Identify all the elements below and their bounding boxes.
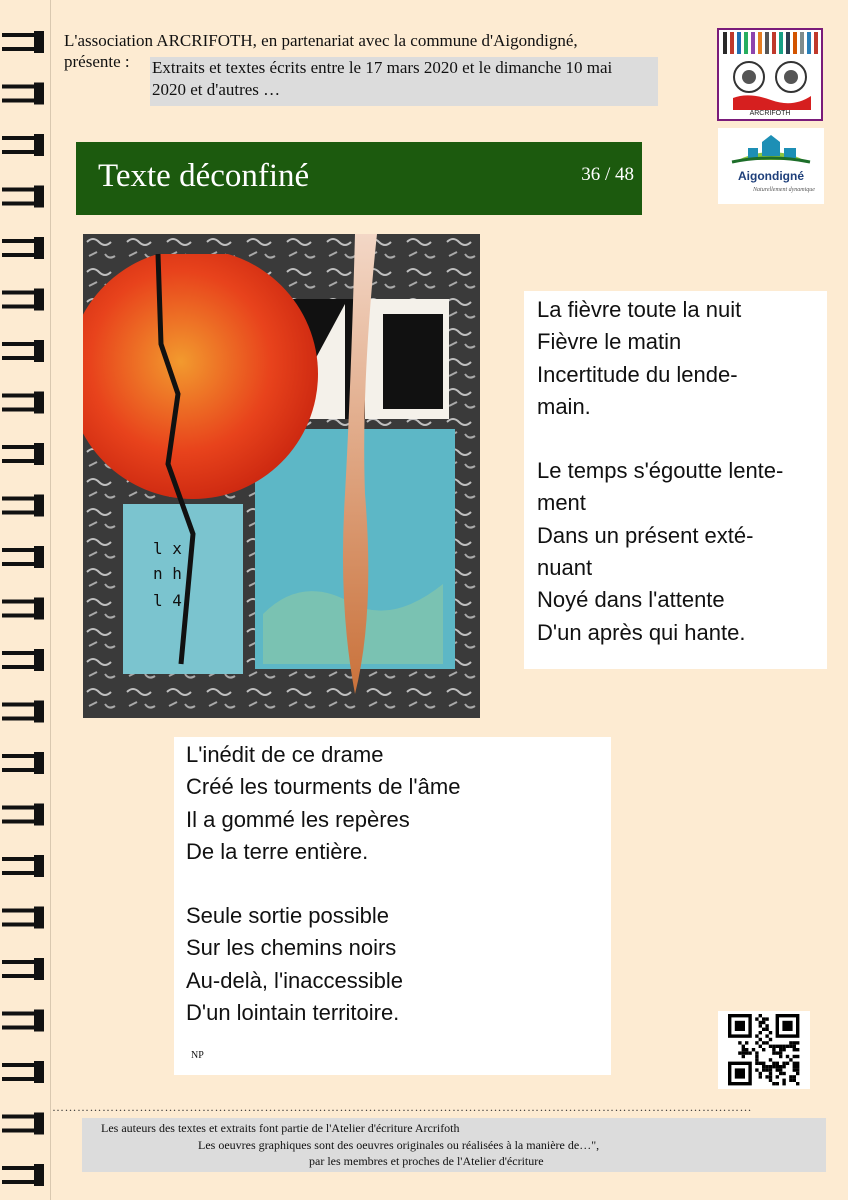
title-band bbox=[76, 142, 642, 215]
poem-line: Seule sortie possible bbox=[186, 903, 390, 929]
spiral-ring-icon bbox=[2, 1164, 44, 1186]
poem-line: ment bbox=[537, 490, 586, 516]
spiral-ring-icon bbox=[2, 649, 44, 671]
spiral-ring-icon bbox=[2, 804, 44, 826]
footer-line-1: Les auteurs des textes et extraits font partie de l'Atelier d'écriture Arcrifoth bbox=[101, 1121, 460, 1135]
poem-line: Sur les chemins noirs bbox=[186, 935, 397, 961]
qr-code[interactable] bbox=[718, 1011, 810, 1089]
poem-line: Dans un présent exté- bbox=[537, 522, 754, 548]
spiral-ring-icon bbox=[2, 855, 44, 877]
arcrifoth-logo-text: ARCRIFOTH bbox=[749, 110, 791, 117]
poem-line: De la terre entière. bbox=[186, 838, 369, 864]
presente-label: présente : bbox=[64, 52, 130, 71]
poem-line: D'un après qui hante. bbox=[537, 619, 746, 645]
spiral-ring-icon bbox=[2, 958, 44, 980]
subtitle-line-1: Extraits et textes écrits entre le 17 mars 2020 et le dimanche 10 mai bbox=[152, 58, 613, 77]
svg-text:l 4: l 4 bbox=[153, 591, 182, 610]
poem-line: Il a gommé les repères bbox=[186, 806, 410, 832]
aigondigne-logo-tagline: Naturellement dynamique bbox=[753, 187, 815, 193]
spiral-ring-icon bbox=[2, 598, 44, 620]
poem-stanza-2 bbox=[174, 737, 611, 1075]
aigondigne-logo bbox=[718, 128, 824, 204]
spiral-ring-icon bbox=[2, 289, 44, 311]
spiral-ring-icon bbox=[2, 495, 44, 517]
poem-line: Fièvre le matin bbox=[537, 329, 682, 355]
poem-line: Le temps s'égoutte lente- bbox=[537, 458, 784, 484]
spiral-ring-icon bbox=[2, 31, 44, 53]
subtitle-line-2: 2020 et d'autres … bbox=[152, 80, 281, 99]
subtitle-box bbox=[150, 57, 658, 106]
spiral-ring-icon bbox=[2, 1061, 44, 1083]
footer-line-2: Les oeuvres graphiques sont des oeuvres originales ou réalisées à la manière de…", bbox=[198, 1138, 600, 1152]
spiral-ring-icon bbox=[2, 134, 44, 156]
poem-line: Au-delà, l'inaccessible bbox=[186, 967, 403, 993]
spiral-ring-icon bbox=[2, 83, 44, 105]
page-margin-line bbox=[50, 0, 51, 1200]
poem-stanza-1 bbox=[524, 291, 827, 669]
poem-line: Incertitude du lende- bbox=[537, 361, 738, 387]
spiral-ring-icon bbox=[2, 340, 44, 362]
spiral-binding bbox=[0, 0, 60, 1200]
aigondigne-logo-name: Aigondigné bbox=[738, 169, 804, 183]
abstract-painting-image bbox=[83, 234, 480, 718]
spiral-ring-icon bbox=[2, 1010, 44, 1032]
spiral-ring-icon bbox=[2, 392, 44, 414]
poem-line: Noyé dans l'attente bbox=[537, 587, 725, 613]
spiral-ring-icon bbox=[2, 907, 44, 929]
footer-line-3: par les membres et proches de l'Atelier d'écriture bbox=[309, 1154, 544, 1168]
spiral-ring-icon bbox=[2, 443, 44, 465]
poem-line: L'inédit de ce drame bbox=[186, 742, 384, 767]
poem-line: nuant bbox=[537, 555, 593, 581]
author-initials: NP bbox=[191, 1050, 204, 1061]
arcrifoth-logo bbox=[717, 28, 823, 121]
page-number: 36 / 48 bbox=[581, 164, 634, 185]
poem-line: Créé les tourments de l'âme bbox=[186, 774, 461, 800]
stanza-gap bbox=[186, 868, 611, 900]
footer-box bbox=[82, 1118, 826, 1172]
stanza-gap bbox=[537, 423, 827, 455]
spiral-ring-icon bbox=[2, 186, 44, 208]
dotted-separator: …………………………………………………………………………………………………………………………………………………… bbox=[52, 1101, 752, 1113]
page-title: Texte déconfiné bbox=[98, 158, 310, 194]
poem-line: D'un lointain territoire. bbox=[186, 1000, 400, 1026]
poem-line: La fièvre toute la nuit bbox=[537, 297, 742, 322]
intro-text: L'association ARCRIFOTH, en partenariat avec la commune d'Aigondigné, bbox=[64, 31, 578, 50]
spiral-ring-icon bbox=[2, 1113, 44, 1135]
spiral-ring-icon bbox=[2, 752, 44, 774]
spiral-ring-icon bbox=[2, 701, 44, 723]
svg-text:l x: l x bbox=[153, 539, 182, 558]
poem-line: main. bbox=[537, 393, 591, 419]
spiral-ring-icon bbox=[2, 237, 44, 259]
svg-text:n h: n h bbox=[153, 564, 182, 583]
spiral-ring-icon bbox=[2, 546, 44, 568]
